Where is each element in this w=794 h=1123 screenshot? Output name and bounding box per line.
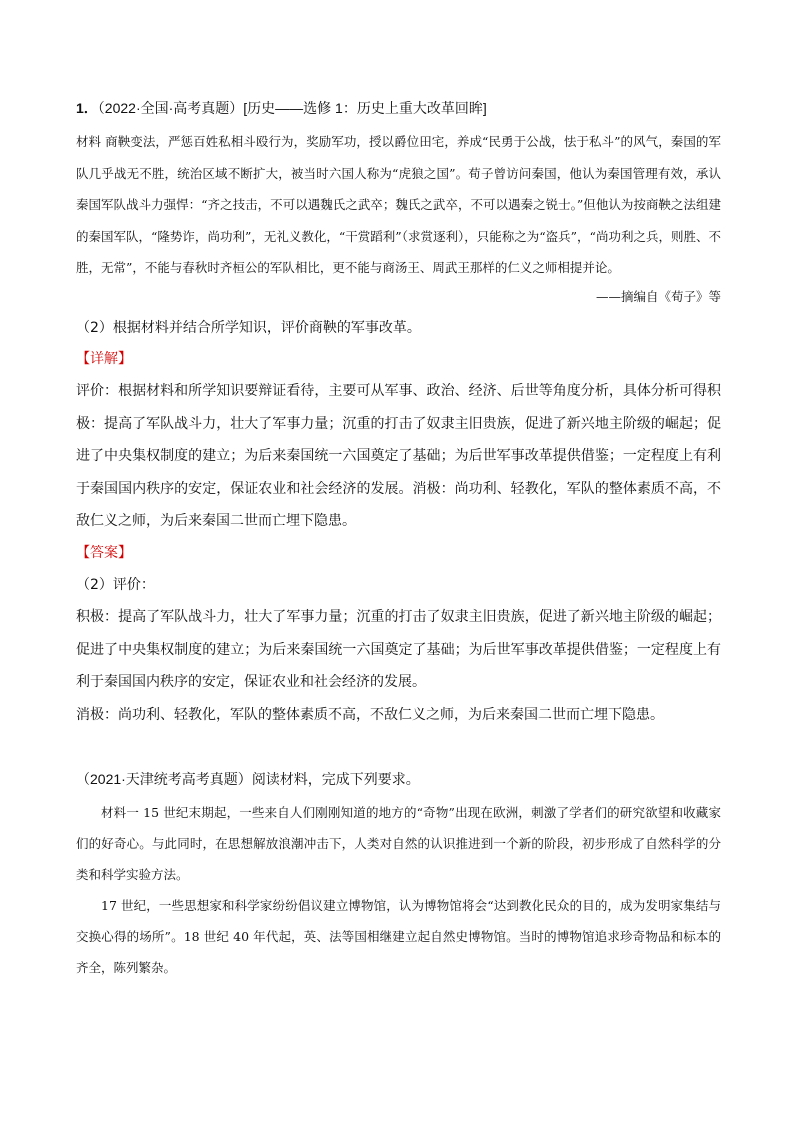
material-1-label: 材料一	[101, 805, 140, 820]
detail-tag: 【详解】	[76, 351, 132, 367]
question-2-source-tag: （2021·天津统考高考真题）	[76, 771, 252, 787]
question-2-instruction: 阅读材料，完成下列要求。	[251, 771, 420, 787]
question-number: 1．	[76, 100, 98, 116]
material-1-paragraph-2: 17 世纪，一些思想家和科学家纷纷倡议建立博物馆，认为博物馆将会“达到教化民众的目的，成为发明家集结与交换心得的场所”。18 世纪 40 年代起，英、法等国相继建立起自然史博物馆。当时的博物馆追求珍奇物品和标本的齐全，陈列繁杂。	[76, 898, 721, 975]
material-1-paragraph-1	[76, 797, 721, 890]
material-paragraph	[76, 126, 721, 284]
material-text: 商鞅变法，严惩百姓私相斗殴行为，奖励军功，授以爵位田宅，养成“民勇于公战，怯于私斗”的风气，秦国的军队几乎战无不胜，统治区域不断扩大，被当时六国人称为“虎狼之国”。荀子曾访问秦国，他认为秦国管理有效，承认秦国军队战斗力强悍：“齐之技击，不可以遇魏氏之武卒；魏氏之武卒，不可以遇秦之锐士。”但他认为按商鞅之法组建的秦国军队，“隆势诈，尚功利”，无礼义教化，“干赏蹈利”（求赏逐利），只能称之为“盗兵”，“尚功利之兵，则胜、不胜，无常”，不能与春秋时齐桓公的军队相比，更不能与商汤王、周武王那样的仁义之师相提并论。	[76, 134, 721, 275]
material-1-text-1: 15 世纪末期起，一些来自人们刚刚知道的地方的“奇物”出现在欧洲，刺激了学者们的研究欲望和收藏家们的好奇心。与此同时，在思想解放浪潮冲击下，人类对自然的认识推进到一个新的阶段，初步形成了自然科学的分类和科学实验方法。	[76, 805, 721, 882]
question-source-tag: （2022·全国·高考真题）	[97, 100, 244, 116]
question-prompt: （2）根据材料并结合所学知识，评价商鞅的军事改革。	[76, 319, 421, 336]
question-1-header	[76, 96, 721, 120]
material-label: 材料	[76, 134, 102, 149]
answer-tag: 【答案】	[76, 544, 132, 561]
answer-positive: 积极：提高了军队战斗力，壮大了军事力量；沉重的打击了奴隶主旧贵族，促进了新兴地主阶级的崛起；促进了中央集权制度的建立；为后来秦国统一六国奠定了基础；为后世军事改革提供借鉴；一定程度上有利于秦国国内秩序的安定，保证农业和社会经济的发展。	[76, 609, 721, 690]
detail-text: 评价：根据材料和所学知识要辩证看待，主要可从军事、政治、经济、后世等角度分析，具体分析可得积极：提高了军队战斗力，壮大了军事力量；沉重的打击了奴隶主旧贵族，促进了新兴地主阶级的崛起；促进了中央集权制度的建立；为后来秦国统一六国奠定了基础；为后世军事改革提供借鉴；一定程度上有利于秦国国内秩序的安定，保证农业和社会经济的发展。消极：尚功利、轻教化，军队的整体素质不高，不敌仁义之师，为后来秦国二世而亡埋下隐患。	[76, 383, 721, 529]
question-topic: [历史——选修 1：历史上重大改革回眸]	[243, 100, 487, 116]
answer-head: （2）评价：	[76, 576, 155, 593]
document-page	[76, 96, 721, 983]
question-spacer	[76, 731, 721, 761]
answer-negative: 消极：尚功利、轻教化，军队的整体素质不高，不敌仁义之师，为后来秦国二世而亡埋下隐患。	[76, 706, 664, 723]
material-source: ——摘编自《荀子》等	[595, 288, 721, 304]
question-2-header	[76, 767, 721, 791]
